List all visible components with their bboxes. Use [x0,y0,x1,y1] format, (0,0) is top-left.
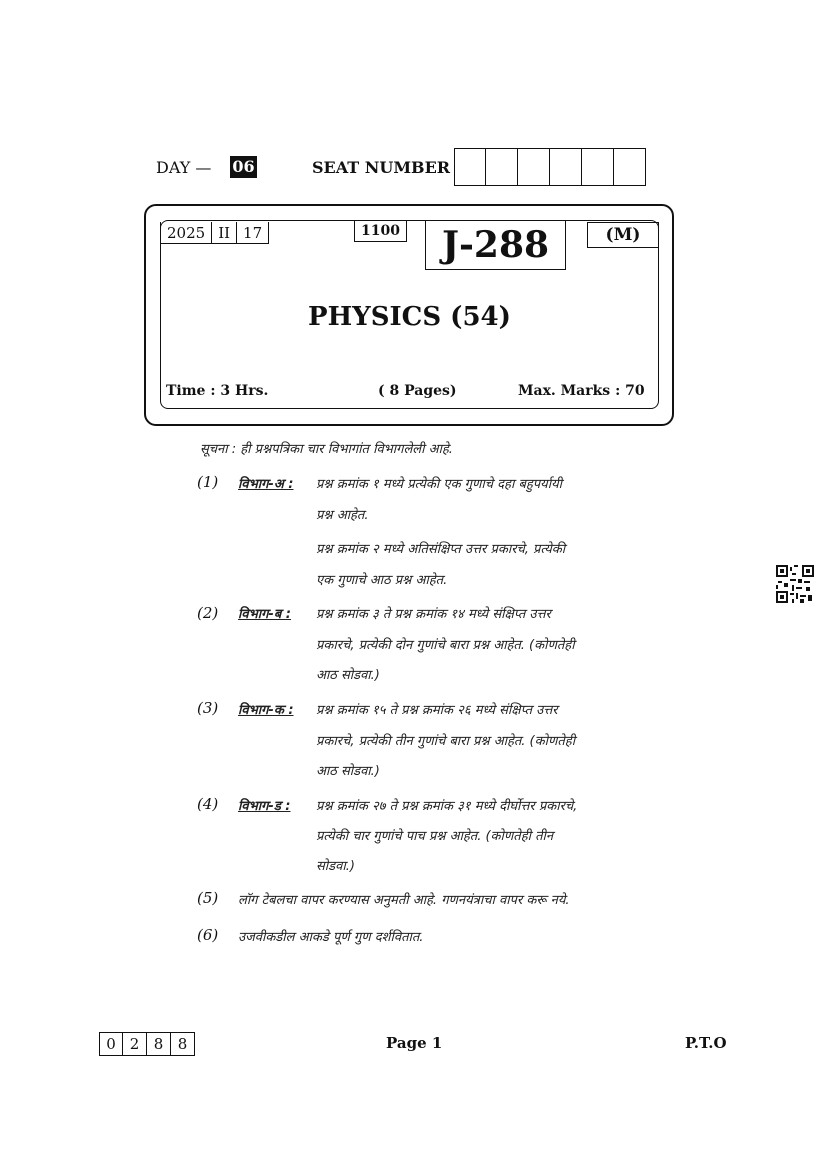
exam-year: 2025 [160,222,212,244]
instruction-line: प्रत्येकी चार गुणांचे पाच प्रश्न आहेत. (कोणतेही तीन [316,829,554,844]
instruction-line: प्रश्न आहेत. [316,508,369,523]
seat-number-label: SEAT NUMBER [312,158,451,177]
section-label: विभाग-क : [238,703,294,718]
seat-box[interactable] [614,148,646,186]
instruction-line: प्रश्न क्रमांक १ मध्ये प्रत्येकी एक गुणाचे दहा बहुपर्यायी [316,477,562,492]
seat-box[interactable] [518,148,550,186]
instruction-line: प्रकारचे, प्रत्येकी तीन गुणांचे बारा प्रश्न आहेत. (कोणतेही [316,734,576,749]
instruction-line: प्रश्न क्रमांक २ मध्ये अतिसंक्षिप्त उत्तर प्रकारचे, प्रत्येकी [316,542,566,557]
max-marks: Max. Marks : 70 [518,383,645,399]
seat-box[interactable] [486,148,518,186]
footer-code-digit: 8 [147,1032,171,1056]
seat-box[interactable] [550,148,582,186]
footer-code-digit: 2 [123,1032,147,1056]
medium-badge: (M) [587,222,659,248]
instruction-number: (4) [197,795,219,813]
day-label: DAY — [156,158,212,177]
page-number: Page 1 [386,1034,443,1052]
instruction-line: लॉग टेबलचा वापर करण्यास अनुमती आहे. गणनयंत्राचा वापर करू नये. [238,893,570,908]
section-label: विभाग-ड : [238,799,291,814]
please-turn-over: P.T.O [685,1034,727,1052]
page-count: ( 8 Pages) [378,383,457,399]
footer-code-boxes [99,1032,195,1056]
instruction-line: आठ सोडवा.) [316,668,380,683]
exam-term: II [212,222,237,244]
seat-box[interactable] [454,148,486,186]
instruction-number: (5) [197,889,219,907]
instruction-line: उजवीकडील आकडे पूर्ण गुण दर्शवितात. [238,930,424,945]
instruction-line: सोडवा.) [316,859,355,874]
footer-code-digit: 8 [171,1032,195,1056]
subject-title: PHYSICS (54) [308,302,511,332]
qr-code-icon [776,565,814,603]
exam-code-row [160,222,269,244]
day-value: 06 [230,156,257,178]
instruction-number: (1) [197,473,219,491]
instruction-line: प्रश्न क्रमांक २७ ते प्रश्न क्रमांक ३१ मध्ये दीर्घोत्तर प्रकारचे, [316,799,578,814]
instruction-line: एक गुणाचे आठ प्रश्न आहेत. [316,573,448,588]
instruction-line: प्रकारचे, प्रत्येकी दोन गुणांचे बारा प्रश्न आहेत. (कोणतेही [316,638,575,653]
instruction-number: (6) [197,926,219,944]
time-duration: Time : 3 Hrs. [166,383,269,399]
instruction-line: प्रश्न क्रमांक ३ ते प्रश्न क्रमांक १४ मध्ये संक्षिप्त उत्तर [316,607,551,622]
series-code: 1100 [354,220,407,242]
instructions-notice: सूचना : ही प्रश्नपत्रिका चार विभागांत विभागलेली आहे. [200,442,453,457]
exam-date: 17 [237,222,269,244]
section-label: विभाग-ब : [238,607,291,622]
instruction-number: (3) [197,699,219,717]
paper-code: J-288 [425,220,566,270]
section-label: विभाग-अ : [238,477,294,492]
seat-number-boxes[interactable] [454,148,646,186]
instruction-line: प्रश्न क्रमांक १५ ते प्रश्न क्रमांक २६ मध्ये संक्षिप्त उत्तर [316,703,558,718]
footer-code-digit: 0 [99,1032,123,1056]
seat-box[interactable] [582,148,614,186]
instruction-number: (2) [197,604,219,622]
instruction-line: आठ सोडवा.) [316,764,380,779]
